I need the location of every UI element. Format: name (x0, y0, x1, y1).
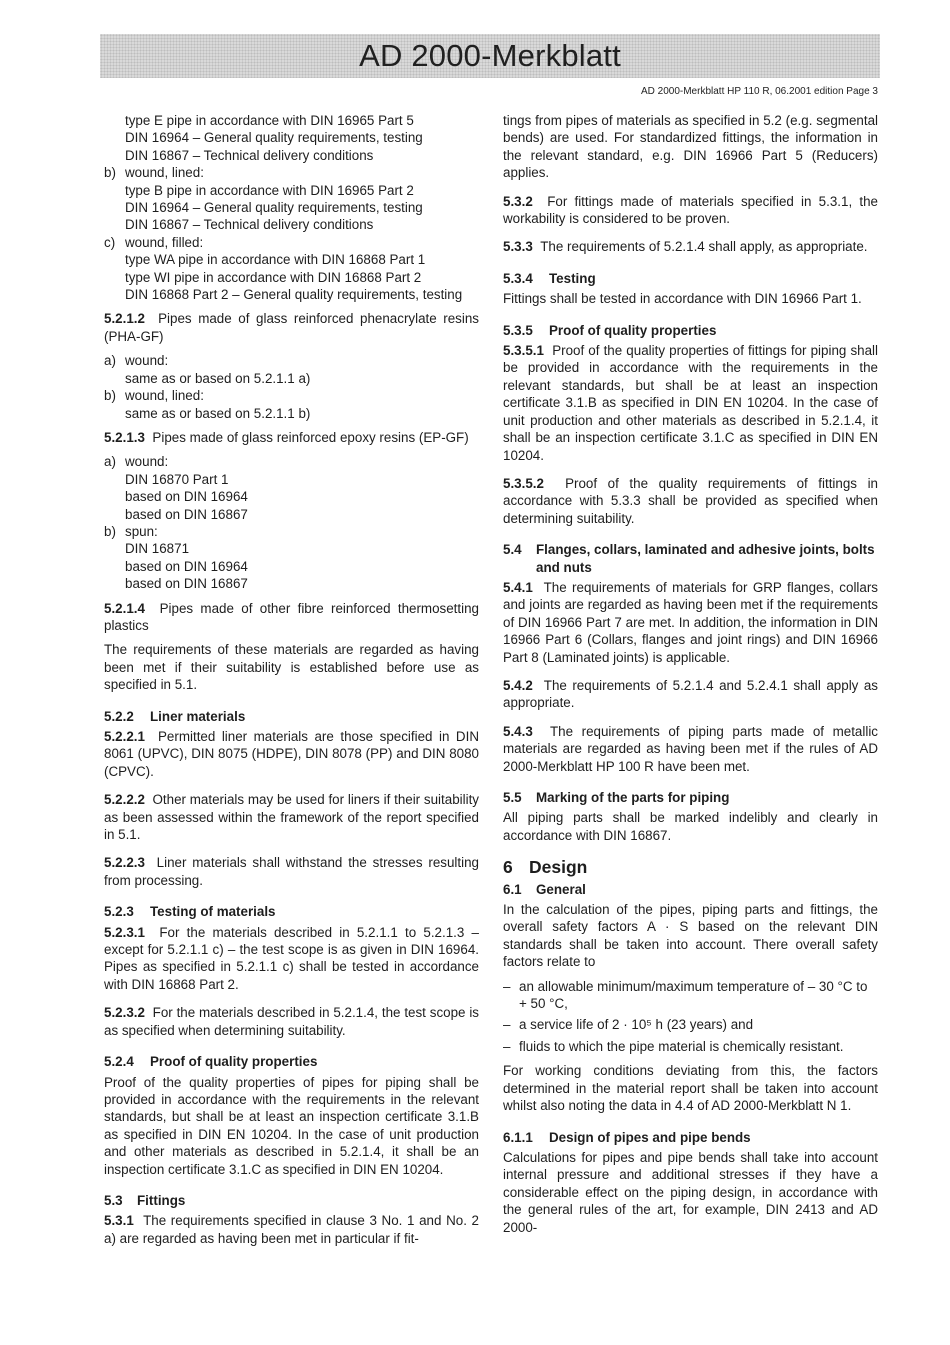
clause-number: 5.2.2.3 (104, 855, 145, 871)
dash-list-item (503, 978, 878, 1013)
list-text: wound, lined: (125, 388, 204, 404)
heading-number: 6.1.1 (503, 1129, 533, 1145)
paragraph-5-3-5-2 (503, 475, 878, 527)
clause-number: 5.2.1.3 (104, 429, 145, 445)
clause-number: 5.2.3.2 (104, 1005, 145, 1021)
clause-text: Pipes made of glass reinforced phenacrylate resins (PHA-GF) (104, 311, 479, 344)
clause-text: The requirements of 5.2.1.4 and 5.2.4.1 shall apply as appropriate. (503, 677, 878, 711)
clause-text: The requirements of 5.2.1.4 shall apply, as appropriate. (540, 239, 868, 255)
line: based on DIN 16867 (125, 506, 248, 522)
list-label: c) (104, 234, 116, 250)
clause-number: 5.4.1 (503, 579, 533, 595)
running-header: AD 2000-Merkblatt HP 110 R, 06.2001 edition Page 3 (640, 86, 878, 97)
paragraph-5-2-1-4 (104, 600, 479, 635)
line: based on DIN 16964 (125, 558, 248, 574)
heading-5-4 (503, 541, 878, 576)
dash-text: fluids to which the pipe material is chemically resistant. (519, 1038, 844, 1054)
clause-number: 5.3.3 (503, 239, 533, 255)
line: same as or based on 5.2.1.1 a) (125, 370, 311, 386)
heading-6-1 (503, 881, 878, 898)
heading-5-2-2 (104, 708, 479, 725)
paragraph-5-2-1-2 (104, 310, 479, 345)
dash-marker: – (503, 1038, 511, 1054)
paragraph-5-4-3 (503, 723, 878, 775)
paragraph-5-3-2 (503, 193, 878, 228)
line: DIN 16868 Part 2 – General quality requirements, testing (125, 287, 463, 303)
list-text: wound, lined: (125, 165, 204, 181)
heading-title: Fittings (137, 1192, 186, 1208)
list-label: b) (104, 388, 116, 404)
heading-title: Flanges, collars, laminated and adhesive joints, bolts and nuts (536, 542, 875, 575)
list-item (104, 453, 479, 470)
paragraph-5-3-1 (104, 1212, 479, 1247)
paragraph-5-2-1-3 (104, 429, 479, 446)
clause-text: Pipes made of glass reinforced epoxy resins (EP-GF) (152, 429, 469, 445)
heading-title: Proof of quality properties (549, 322, 717, 338)
header-banner (100, 34, 880, 78)
clause-number: 5.2.2.1 (104, 729, 145, 744)
paragraph: tings from pipes of materials as specified in 5.2 (e.g. segmental bends) are used. For standardized fittings, the information in the relevant standard, e.g. DIN 16966 Part 5 (Reducers) applies. (503, 113, 878, 181)
line: DIN 16867 – Technical delivery conditions (125, 217, 374, 233)
heading-number: 5.4 (503, 542, 522, 558)
heading-title: Marking of the parts for piping (536, 790, 730, 805)
heading-5-5 (503, 789, 878, 806)
clause-number: 5.4.3 (503, 723, 533, 739)
paragraph-5-2-2-2 (104, 791, 479, 843)
heading-number: 6.1 (503, 881, 522, 897)
line: type WI pipe in accordance with DIN 16868 Part 2 (125, 269, 422, 285)
paragraph: For working conditions deviating from this, the factors determined in the material report shall be taken into account whilst also noting the data in 4.4 of AD 2000-Merkblatt N 1. (503, 1063, 878, 1114)
clause-number: 5.2.1.2 (104, 311, 145, 327)
list-item (104, 387, 479, 404)
list-label: b) (104, 165, 116, 181)
clause-text: The requirements of materials for GRP flanges, collars and joints are regarded as having been met if the requirements of DIN 16966 Part 7 are met. In addition, the information in DIN 16966 Part 6 (Collars, flanges and joint rings) and DIN 16966 Part 8 (Laminated joints) is applicable. (503, 579, 878, 665)
clause-text: Liner materials shall withstand the stresses resulting from processing. (104, 855, 479, 888)
heading-5-3 (104, 1192, 479, 1209)
paragraph: Calculations for pipes and pipe bends shall take into account internal pressure and additional stresses if they have a considerable effect on the piping design, in accordance with the general rules of the art, for example, DIN 2413 and AD 2000- (503, 1149, 878, 1235)
dash-list-item (503, 1016, 878, 1033)
clause-text: Pipes made of other fibre reinforced thermosetting plastics (104, 600, 479, 633)
clause-number: 5.3.5.2 (503, 475, 544, 491)
heading-title: Design of pipes and pipe bends (549, 1129, 751, 1145)
heading-title: Testing of materials (150, 904, 276, 920)
heading-number: 5.3 (104, 1192, 123, 1208)
paragraph: Fittings shall be tested in accordance with DIN 16966 Part 1. (503, 291, 862, 307)
heading-title: General (536, 881, 586, 897)
line: type B pipe in accordance with DIN 16965 Part 2 (125, 182, 414, 198)
list-text: wound: (125, 454, 169, 470)
right-column (503, 112, 878, 1236)
paragraph-5-2-3-2 (104, 1004, 479, 1039)
clause-number: 5.2.3.1 (104, 924, 145, 940)
clause-number: 5.3.1 (104, 1213, 134, 1229)
clause-text: For the materials described in 5.2.1.1 to 5.2.1.3 – except for 5.2.1.1 c) – the test scope is as given in DIN 16964. Pipes as specified in 5.2.1.1 c) shall be tested in accordance with DIN 16868 Part 2. (104, 924, 479, 992)
heading-title: Proof of quality properties (150, 1054, 318, 1070)
line: DIN 16871 (125, 541, 190, 557)
heading-number: 5.3.4 (503, 270, 533, 286)
paragraph-5-4-2 (503, 677, 878, 712)
heading-title: Design (529, 857, 588, 878)
paragraph-5-3-5-1 (503, 342, 878, 464)
dash-text: an allowable minimum/maximum temperature of – 30 °C to + 50 °C, (519, 978, 868, 1012)
clause-text: The requirements specified in clause 3 No. 1 and No. 2 a) are regarded as having been met in particular if fit- (104, 1213, 479, 1246)
paragraph: Proof of the quality properties of pipes for piping shall be provided in accordance with the requirements in the relevant standards, but shall be at least an inspection certificate 3.1.B as specified in DIN EN 10204. In the case of unit production and other materials as described in 5.2.1.4, it shall be an inspection certificate 3.1.C as specified in DIN EN 10204. (104, 1074, 479, 1177)
list-label: a) (104, 353, 116, 369)
line: type E pipe in accordance with DIN 16965 Part 5 (125, 113, 414, 128)
line: based on DIN 16867 (125, 576, 248, 592)
clause-text: For the materials described in 5.2.1.4, the test scope is as specified when determining suitability. (104, 1005, 479, 1038)
paragraph-5-4-1 (503, 579, 878, 666)
dash-marker: – (503, 1017, 511, 1033)
heading-number: 5.5 (503, 790, 522, 805)
heading-title: Testing (549, 270, 596, 286)
line: DIN 16964 – General quality requirements, testing (125, 130, 423, 146)
clause-number: 5.3.2 (503, 193, 533, 209)
banner-title: AD 2000-Merkblatt (359, 38, 621, 73)
paragraph: The requirements of these materials are regarded as having been met if their suitability is established before use as specified in 5.1. (104, 642, 479, 693)
paragraph-5-2-2-3 (104, 854, 479, 889)
heading-number: 5.2.4 (104, 1054, 134, 1070)
paragraph: All piping parts shall be marked indelibly and clearly in accordance with DIN 16867. (503, 810, 878, 843)
line: DIN 16964 – General quality requirements, testing (125, 200, 423, 216)
clause-text: Permitted liner materials are those specified in DIN 8061 (UPVC), DIN 8075 (HDPE), DIN 8078 (PP) and DIN 8080 (CPVC). (104, 729, 479, 779)
clause-number: 5.2.1.4 (104, 600, 145, 616)
list-text: wound, filled: (125, 234, 204, 250)
dash-list-item (503, 1038, 878, 1055)
heading-5-3-4 (503, 270, 878, 287)
line: type WA pipe in accordance with DIN 16868 Part 1 (125, 252, 426, 268)
list-text: wound: (125, 353, 169, 369)
heading-6 (503, 859, 878, 876)
paragraph: In the calculation of the pipes, piping parts and fittings, the overall safety factors A · S based on the relevant DIN standards shall be taken into account. There overall safety factors relate to (503, 902, 878, 970)
clause-number: 5.2.2.2 (104, 792, 145, 808)
clause-text: Proof of the quality requirements of fittings in accordance with 5.3.3 shall be provided as specified when determining suitability. (503, 475, 878, 526)
paragraph-5-3-3 (503, 238, 878, 255)
paragraph-5-2-3-1 (104, 924, 479, 994)
heading-6-1-1 (503, 1129, 878, 1146)
list-item (104, 523, 479, 540)
left-column (104, 112, 479, 1247)
list-label: a) (104, 454, 116, 470)
list-item (104, 164, 479, 181)
clause-number: 5.4.2 (503, 677, 533, 693)
line: same as or based on 5.2.1.1 b) (125, 405, 311, 421)
list-item (104, 352, 479, 369)
paragraph-5-2-2-1 (104, 728, 479, 780)
clause-text: Proof of the quality properties of fittings for piping shall be provided in accordance with the requirements in the relevant standards, but shall be at least an inspection certificate 3.1.B as specified in DIN EN 10204. In the case of unit production and other materials as described in 5.2.1.4, it shall be an inspection certificate 3.1.C as specified in DIN EN 10204. (503, 343, 878, 463)
line: DIN 16867 – Technical delivery conditions (125, 147, 374, 163)
heading-number: 5.2.3 (104, 904, 134, 920)
list-label: b) (104, 523, 116, 539)
list-item (104, 234, 479, 251)
heading-5-3-5 (503, 322, 878, 339)
heading-number: 5.3.5 (503, 322, 533, 338)
list-text: spun: (125, 523, 158, 539)
clause-text: Other materials may be used for liners if their suitability as been assessed within the framework of the report specified in 5.1. (104, 792, 479, 843)
dash-text: a service life of 2 · 10⁵ h (23 years) and (519, 1017, 754, 1033)
heading-title: Liner materials (150, 708, 246, 724)
dash-marker: – (503, 978, 511, 994)
line: based on DIN 16964 (125, 489, 248, 505)
heading-number: 6 (503, 857, 513, 878)
heading-number: 5.2.2 (104, 708, 134, 724)
clause-number: 5.3.5.1 (503, 343, 544, 359)
line: DIN 16870 Part 1 (125, 471, 229, 487)
heading-5-2-4 (104, 1053, 479, 1070)
heading-5-2-3 (104, 903, 479, 920)
clause-text: The requirements of piping parts made of metallic materials are regarded as having been met if the rules of AD 2000-Merkblatt HP 100 R have been met. (503, 723, 878, 774)
clause-text: For fittings made of materials specified in 5.3.1, the workability is considered to be proven. (503, 193, 878, 227)
